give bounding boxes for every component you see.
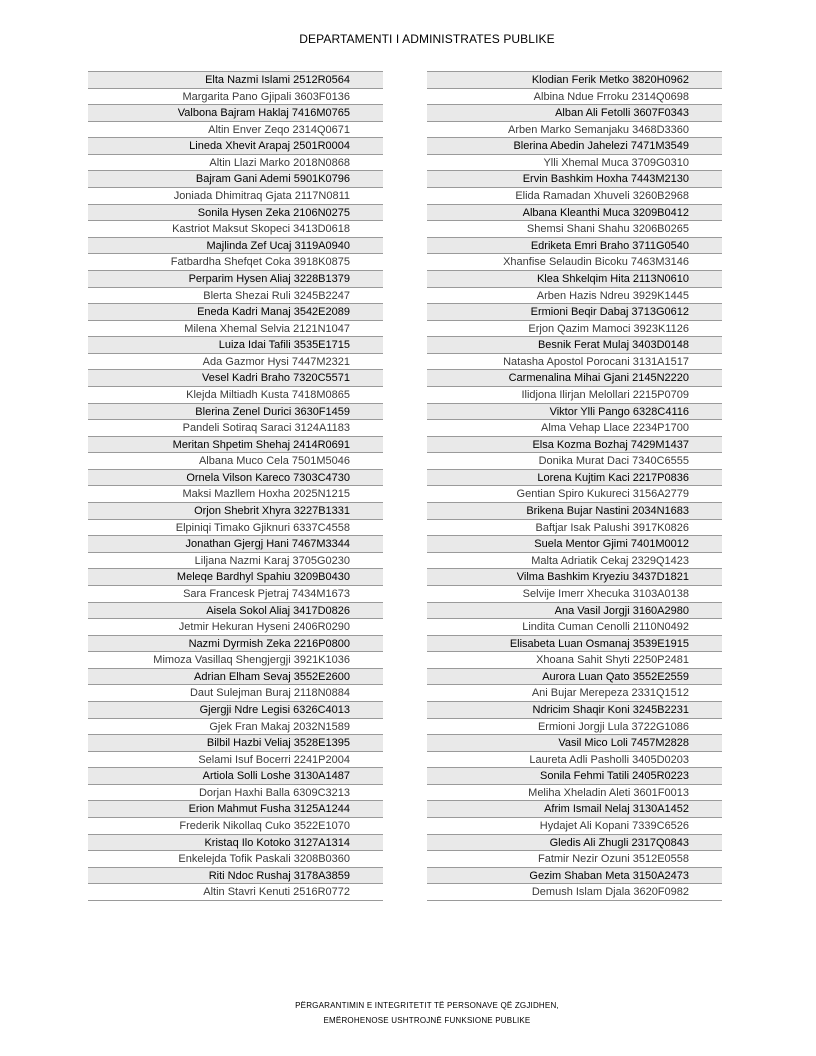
list-item: Edriketa Emri Braho 3711G0540 [427, 238, 722, 255]
list-item: Suela Mentor Gjimi 7401M0012 [427, 536, 722, 553]
list-item: Maksi Mazllem Hoxha 2025N1215 [88, 486, 383, 503]
list-item: Sara Francesk Pjetraj 7434M1673 [88, 586, 383, 603]
list-item: Nazmi Dyrmish Zeka 2216P0800 [88, 636, 383, 653]
left-name-list [88, 71, 383, 901]
list-item: Elisabeta Luan Osmanaj 3539E1915 [427, 636, 722, 653]
list-item: Jetmir Hekuran Hyseni 2406R0290 [88, 619, 383, 636]
list-item: Fatbardha Shefqet Coka 3918K0875 [88, 254, 383, 271]
list-item: Albana Kleanthi Muca 3209B0412 [427, 205, 722, 222]
list-item: Ermioni Jorgji Lula 3722G1086 [427, 719, 722, 736]
list-item: Riti Ndoc Rushaj 3178A3859 [88, 868, 383, 885]
list-item: Luiza Idai Tafili 3535E1715 [88, 337, 383, 354]
list-item: Vasil Mico Loli 7457M2828 [427, 735, 722, 752]
list-item: Gezim Shaban Meta 3150A2473 [427, 868, 722, 885]
list-item: Blerina Zenel Durici 3630F1459 [88, 404, 383, 421]
list-item: Valbona Bajram Haklaj 7416M0765 [88, 105, 383, 122]
list-item: Majlinda Zef Ucaj 3119A0940 [88, 238, 383, 255]
list-item: Demush Islam Djala 3620F0982 [427, 884, 722, 901]
list-item: Xhoana Sahit Shyti 2250P2481 [427, 652, 722, 669]
list-item: Altin Llazi Marko 2018N0868 [88, 155, 383, 172]
list-item: Xhanfise Selaudin Bicoku 7463M3146 [427, 254, 722, 271]
list-item: Sonila Fehmi Tatili 2405R0223 [427, 768, 722, 785]
list-item: Erjon Qazim Mamoci 3923K1126 [427, 321, 722, 338]
list-item: Meritan Shpetim Shehaj 2414R0691 [88, 437, 383, 454]
list-item: Viktor Ylli Pango 6328C4116 [427, 404, 722, 421]
list-item: Gledis Ali Zhugli 2317Q0843 [427, 835, 722, 852]
list-item: Selami Isuf Bocerri 2241P2004 [88, 752, 383, 769]
list-item: Orjon Shebrit Xhyra 3227B1331 [88, 503, 383, 520]
list-item: Liljana Nazmi Karaj 3705G0230 [88, 553, 383, 570]
list-item: Albana Muco Cela 7501M5046 [88, 453, 383, 470]
list-item: Ermioni Beqir Dabaj 3713G0612 [427, 304, 722, 321]
list-item: Artiola Solli Loshe 3130A1487 [88, 768, 383, 785]
list-item: Carmenalina Mihai Gjani 2145N2220 [427, 370, 722, 387]
list-item: Gjek Fran Makaj 2032N1589 [88, 719, 383, 736]
list-item: Afrim Ismail Nelaj 3130A1452 [427, 801, 722, 818]
list-item: Lindita Cuman Cenolli 2110N0492 [427, 619, 722, 636]
list-item: Gjergji Ndre Legisi 6326C4013 [88, 702, 383, 719]
list-item: Bajram Gani Ademi 5901K0796 [88, 171, 383, 188]
list-item: Klodian Ferik Metko 3820H0962 [427, 72, 722, 89]
list-item: Adrian Elham Sevaj 3552E2600 [88, 669, 383, 686]
list-item: Malta Adriatik Cekaj 2329Q1423 [427, 553, 722, 570]
list-item: Ana Vasil Jorgji 3160A2980 [427, 603, 722, 620]
list-item: Elpiniqi Timako Gjiknuri 6337C4558 [88, 520, 383, 537]
list-item: Aurora Luan Qato 3552E2559 [427, 669, 722, 686]
list-item: Pandeli Sotiraq Saraci 3124A1183 [88, 420, 383, 437]
list-item: Mimoza Vasillaq Shengjergji 3921K1036 [88, 652, 383, 669]
list-item: Ada Gazmor Hysi 7447M2321 [88, 354, 383, 371]
list-item: Besnik Ferat Mulaj 3403D0148 [427, 337, 722, 354]
list-item: Enkelejda Tofik Paskali 3208B0360 [88, 851, 383, 868]
list-item: Erion Mahmut Fusha 3125A1244 [88, 801, 383, 818]
list-item: Arben Marko Semanjaku 3468D3360 [427, 122, 722, 139]
list-item: Lineda Xhevit Arapaj 2501R0004 [88, 138, 383, 155]
list-item: Dorjan Haxhi Balla 6309C3213 [88, 785, 383, 802]
list-item: Bilbil Hazbi Veliaj 3528E1395 [88, 735, 383, 752]
list-item: Meleqe Bardhyl Spahiu 3209B0430 [88, 569, 383, 586]
list-item: Perparim Hysen Aliaj 3228B1379 [88, 271, 383, 288]
list-item: Blerta Shezai Ruli 3245B2247 [88, 288, 383, 305]
list-item: Laureta Adli Pasholli 3405D0203 [427, 752, 722, 769]
list-item: Selvije Imerr Xhecuka 3103A0138 [427, 586, 722, 603]
list-item: Sonila Hysen Zeka 2106N0275 [88, 205, 383, 222]
list-item: Vilma Bashkim Kryeziu 3437D1821 [427, 569, 722, 586]
list-item: Milena Xhemal Selvia 2121N1047 [88, 321, 383, 338]
list-item: Ndricim Shaqir Koni 3245B2231 [427, 702, 722, 719]
list-item: Albina Ndue Frroku 2314Q0698 [427, 89, 722, 106]
list-item: Elsa Kozma Bozhaj 7429M1437 [427, 437, 722, 454]
list-item: Elida Ramadan Xhuveli 3260B2968 [427, 188, 722, 205]
list-item: Natasha Apostol Porocani 3131A1517 [427, 354, 722, 371]
list-item: Klejda Miltiadh Kusta 7418M0865 [88, 387, 383, 404]
list-item: Altin Enver Zeqo 2314Q0671 [88, 122, 383, 139]
list-item: Baftjar Isak Palushi 3917K0826 [427, 520, 722, 537]
list-item: Kristaq Ilo Kotoko 3127A1314 [88, 835, 383, 852]
list-item: Ilidjona Ilirjan Melollari 2215P0709 [427, 387, 722, 404]
list-item: Alban Ali Fetolli 3607F0343 [427, 105, 722, 122]
list-item: Eneda Kadri Manaj 3542E2089 [88, 304, 383, 321]
list-item: Ervin Bashkim Hoxha 7443M2130 [427, 171, 722, 188]
list-item: Elta Nazmi Islami 2512R0564 [88, 72, 383, 89]
list-item: Shemsi Shani Shahu 3206B0265 [427, 221, 722, 238]
list-item: Fatmir Nezir Ozuni 3512E0558 [427, 851, 722, 868]
list-item: Frederik Nikollaq Cuko 3522E1070 [88, 818, 383, 835]
list-item: Kastriot Maksut Skopeci 3413D0618 [88, 221, 383, 238]
list-item: Margarita Pano Gjipali 3603F0136 [88, 89, 383, 106]
footer-line-1: PËRGARANTIMIN E INTEGRITETIT TË PERSONAVE QË ZGJIDHEN, [295, 1001, 559, 1010]
list-item: Gentian Spiro Kukureci 3156A2779 [427, 486, 722, 503]
list-item: Jonathan Gjergj Hani 7467M3344 [88, 536, 383, 553]
list-item: Blerina Abedin Jahelezi 7471M3549 [427, 138, 722, 155]
list-item: Joniada Dhimitraq Gjata 2117N0811 [88, 188, 383, 205]
list-item: Ani Bujar Merepeza 2331Q1512 [427, 685, 722, 702]
list-item: Vesel Kadri Braho 7320C5571 [88, 370, 383, 387]
list-item: Meliha Xheladin Aleti 3601F0013 [427, 785, 722, 802]
list-item: Hydajet Ali Kopani 7339C6526 [427, 818, 722, 835]
list-item: Ylli Xhemal Muca 3709G0310 [427, 155, 722, 172]
list-item: Altin Stavri Kenuti 2516R0772 [88, 884, 383, 901]
page-footer [0, 998, 816, 1028]
page-title: DEPARTAMENTI I ADMINISTRATES PUBLIKE [299, 32, 555, 46]
list-item: Brikena Bujar Nastini 2034N1683 [427, 503, 722, 520]
list-item: Arben Hazis Ndreu 3929K1445 [427, 288, 722, 305]
list-item: Ornela Vilson Kareco 7303C4730 [88, 470, 383, 487]
list-item: Lorena Kujtim Kaci 2217P0836 [427, 470, 722, 487]
list-item: Donika Murat Daci 7340C6555 [427, 453, 722, 470]
list-item: Aisela Sokol Aliaj 3417D0826 [88, 603, 383, 620]
list-item: Daut Sulejman Buraj 2118N0884 [88, 685, 383, 702]
footer-line-2: EMËROHENOSE USHTROJNË FUNKSIONE PUBLIKE [323, 1016, 531, 1025]
list-item: Klea Shkelqim Hita 2113N0610 [427, 271, 722, 288]
list-item: Alma Vehap Llace 2234P1700 [427, 420, 722, 437]
right-name-list [427, 71, 722, 901]
